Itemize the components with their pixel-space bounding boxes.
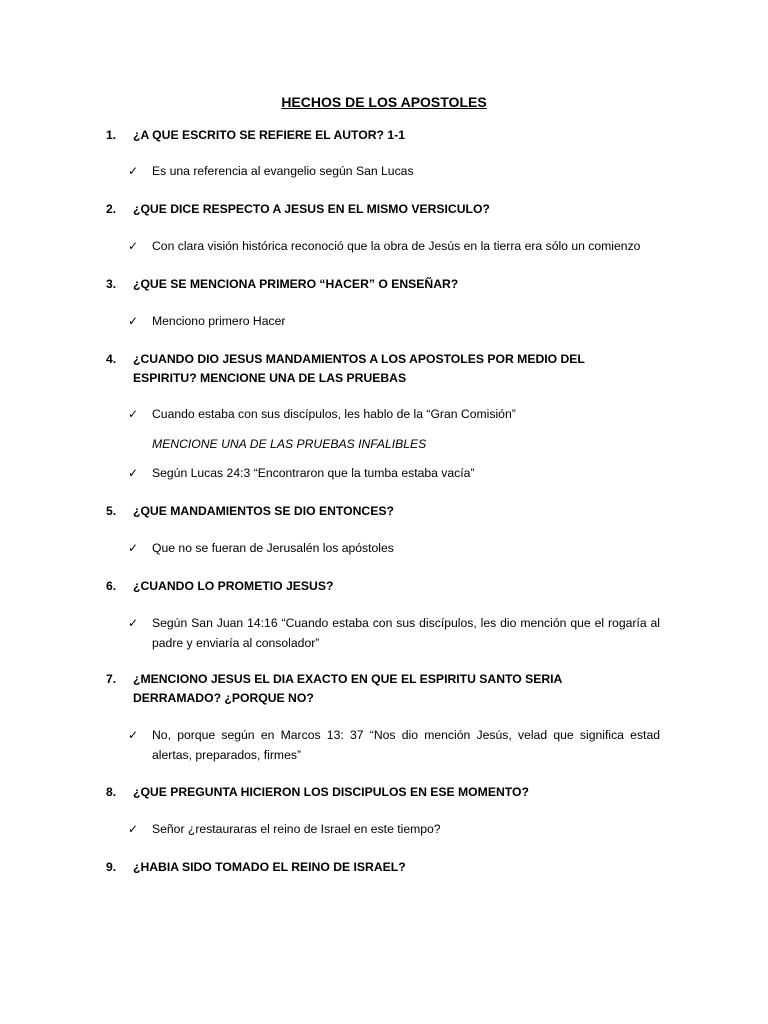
answer-text: No, porque según en Marcos 13: 37 “Nos dio mención Jesús, velad que significa estad alertas, preparados, firmes” bbox=[152, 728, 660, 762]
answer-text: Según San Juan 14:16 “Cuando estaba con sus discípulos, les dio mención que el rogaría al padre y enviaría al consolador” bbox=[152, 616, 660, 650]
question-text: ¿CUANDO LO PROMETIO JESUS? bbox=[133, 579, 334, 593]
question-number: 8. bbox=[106, 785, 117, 799]
checkmark-icon: ✓ bbox=[128, 541, 139, 555]
question-number: 5. bbox=[106, 504, 117, 518]
question-number: 6. bbox=[106, 579, 117, 593]
question-text: ¿QUE SE MENCIONA PRIMERO “HACER” O ENSEÑAR? bbox=[133, 277, 459, 291]
checkmark-icon: ✓ bbox=[128, 466, 139, 480]
sub-prompt: MENCIONE UNA DE LAS PRUEBAS INFALIBLES bbox=[152, 437, 427, 451]
question-text: ¿QUE DICE RESPECTO A JESUS EN EL MISMO VERSICULO? bbox=[133, 202, 490, 216]
answer-text: Con clara visión histórica reconoció que la obra de Jesús en la tierra era sólo un comienzo bbox=[152, 239, 641, 253]
checkmark-icon: ✓ bbox=[128, 239, 139, 253]
answer-text: Que no se fueran de Jerusalén los apóstoles bbox=[152, 541, 394, 555]
question-number: 1. bbox=[106, 128, 117, 142]
answer-text: Cuando estaba con sus discípulos, les hablo de la “Gran Comisión” bbox=[152, 407, 516, 421]
checkmark-icon: ✓ bbox=[128, 822, 139, 836]
checkmark-icon: ✓ bbox=[128, 616, 139, 630]
answer-text: Según Lucas 24:3 “Encontraron que la tumba estaba vacía” bbox=[152, 466, 475, 480]
answer-text: Señor ¿restauraras el reino de Israel en este tiempo? bbox=[152, 822, 441, 836]
answer-text: Es una referencia al evangelio según San Lucas bbox=[152, 164, 414, 178]
question-number: 2. bbox=[106, 202, 117, 216]
question-text: ¿A QUE ESCRITO SE REFIERE EL AUTOR? 1-1 bbox=[133, 128, 406, 142]
question-number: 7. bbox=[106, 672, 117, 686]
question-number: 4. bbox=[106, 352, 117, 366]
question-text: ¿CUANDO DIO JESUS MANDAMIENTOS A LOS APOSTOLES POR MEDIO DEL ESPIRITU? MENCIONE UNA DE LAS PRUEBAS bbox=[133, 352, 585, 385]
checkmark-icon: ✓ bbox=[128, 407, 139, 421]
question-text: ¿QUE PREGUNTA HICIERON LOS DISCIPULOS EN ESE MOMENTO? bbox=[133, 785, 529, 799]
page-title: HECHOS DE LOS APOSTOLES bbox=[281, 94, 487, 110]
checkmark-icon: ✓ bbox=[128, 314, 139, 328]
question-number: 3. bbox=[106, 277, 117, 291]
checkmark-icon: ✓ bbox=[128, 728, 139, 742]
checkmark-icon: ✓ bbox=[128, 164, 139, 178]
question-text: ¿QUE MANDAMIENTOS SE DIO ENTONCES? bbox=[133, 504, 394, 518]
question-number: 9. bbox=[106, 860, 117, 874]
answer-text: Menciono primero Hacer bbox=[152, 314, 286, 328]
question-text: ¿MENCIONO JESUS EL DIA EXACTO EN QUE EL ESPIRITU SANTO SERIA DERRAMADO? ¿PORQUE NO? bbox=[133, 672, 562, 705]
question-text: ¿HABIA SIDO TOMADO EL REINO DE ISRAEL? bbox=[133, 860, 406, 874]
